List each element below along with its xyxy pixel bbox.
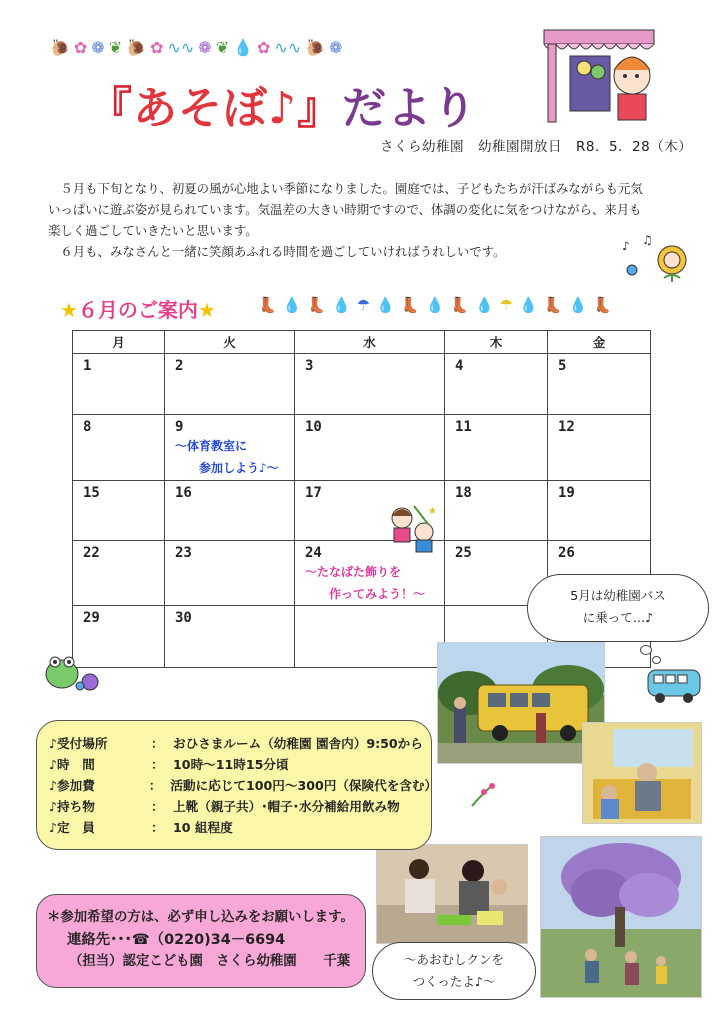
calendar-week-row bbox=[73, 415, 651, 481]
snail-icon: 🐌 bbox=[126, 37, 147, 57]
singing-flower-illustration bbox=[618, 234, 690, 282]
raindrop-icon: 💧 bbox=[474, 296, 494, 314]
info-colon: ： bbox=[151, 799, 164, 814]
info-value: 10時～11時15分頃 bbox=[173, 757, 289, 772]
wave-icon: ∿∿ bbox=[274, 37, 302, 57]
star-icon: ★ bbox=[197, 298, 216, 322]
calendar-day: 25 bbox=[445, 541, 548, 606]
calendar-day: 4 bbox=[445, 354, 548, 415]
info-row bbox=[49, 754, 431, 775]
star-icon: ★ bbox=[60, 298, 78, 322]
bus-illustration bbox=[646, 664, 704, 704]
info-row bbox=[49, 775, 438, 796]
event-tanabata-line2: 作ってみよう！～ bbox=[329, 587, 426, 601]
title-main: あそぼ♪ bbox=[133, 83, 298, 134]
title-bracket-open: 『 bbox=[88, 83, 133, 134]
wave-icon: ∿∿ bbox=[167, 37, 195, 57]
info-colon: ： bbox=[148, 778, 162, 793]
umbrella-icon: ☂ bbox=[356, 296, 371, 314]
info-row bbox=[49, 796, 431, 817]
event-info-box bbox=[36, 720, 438, 850]
calendar-day: 15 bbox=[73, 481, 165, 541]
calendar-day: 18 bbox=[445, 481, 548, 541]
contact-notice: ＊参加希望の方は、必ず申し込みをお願いします。 bbox=[47, 910, 354, 925]
calendar-day: 12 bbox=[548, 415, 651, 481]
speech-cloud-bus bbox=[527, 574, 709, 642]
rain-boot-icon: 👢 bbox=[258, 296, 277, 314]
calendar-day: 1 bbox=[73, 354, 165, 415]
leaf-icon: ❦ bbox=[108, 37, 123, 57]
info-colon: ： bbox=[151, 820, 164, 835]
rain-boot-icon: 👢 bbox=[593, 296, 612, 314]
info-key: 受付場所 bbox=[57, 736, 108, 751]
title-bracket-close: 』 bbox=[297, 83, 343, 134]
speech-cloud-craft bbox=[372, 942, 536, 1000]
umbrella-icon: ☂ bbox=[499, 296, 514, 314]
intro-line: 楽しく過ごしていきたいと思います。 bbox=[48, 223, 258, 238]
info-row bbox=[49, 733, 431, 754]
kids-tanabata-illustration bbox=[384, 502, 440, 554]
cloud-text: 5月は幼稚園バス bbox=[570, 588, 666, 603]
contact-person: （担当）認定こども園 さくら幼稚園 千葉 bbox=[69, 954, 351, 969]
calendar-day: 26 bbox=[548, 541, 651, 606]
music-note-icon: ♪ bbox=[49, 757, 58, 772]
snail-icon: 🐌 bbox=[50, 37, 70, 57]
section-title-text: ６月のご案内 bbox=[77, 298, 198, 322]
leaf-icon: ❦ bbox=[215, 37, 230, 57]
raindrop-icon: 💧 bbox=[568, 296, 588, 314]
calendar-day: 10 bbox=[295, 415, 445, 481]
hydrangea-icon: ❁ bbox=[198, 37, 212, 57]
raindrop-icon: 💧 bbox=[282, 296, 302, 314]
calendar-day: 3 bbox=[295, 354, 445, 415]
info-value: 活動に応じて100円～300円（保険代を含む） bbox=[170, 778, 438, 793]
info-key: 時 間 bbox=[57, 757, 95, 772]
cloud-text: ～あおむしクンを bbox=[403, 952, 504, 967]
event-tanabata: ～たなばた飾りを bbox=[305, 565, 402, 579]
info-row bbox=[49, 817, 431, 838]
weekday-header: 火 bbox=[165, 331, 295, 354]
info-colon: ： bbox=[151, 757, 164, 772]
music-note-icon: ♪ bbox=[49, 736, 58, 751]
rain-boot-icon: 👢 bbox=[307, 296, 327, 314]
rain-boot-icon: 👢 bbox=[543, 296, 563, 314]
hydrangea-icon: ❁ bbox=[329, 37, 343, 57]
frog-illustration bbox=[40, 646, 106, 696]
info-value: おひさまルーム（幼稚園 園舎内）9:50から bbox=[173, 736, 423, 751]
title-suffix: だより bbox=[342, 83, 478, 134]
info-colon: ： bbox=[151, 736, 164, 751]
event-gym-class: ～体育教室に bbox=[175, 439, 248, 453]
raindrop-icon: 💧 bbox=[519, 296, 538, 314]
puppet-show-illustration bbox=[540, 26, 662, 128]
raindrop-icon: 💧 bbox=[376, 296, 395, 314]
calendar-header-row bbox=[73, 331, 651, 354]
contact-box bbox=[36, 894, 366, 988]
flower-sprig-icon bbox=[468, 780, 498, 808]
raindrop-icon: 💧 bbox=[233, 37, 254, 57]
snail-icon: 🐌 bbox=[305, 37, 326, 57]
calendar-week-row bbox=[73, 354, 651, 415]
music-note-icon: ♪ bbox=[49, 820, 58, 835]
calendar-day: 23 bbox=[165, 541, 295, 606]
day-number: 9 bbox=[175, 419, 184, 435]
photo-caterpillar-craft bbox=[376, 844, 528, 944]
calendar-day: 22 bbox=[73, 541, 165, 606]
calendar-day: 2 bbox=[165, 354, 295, 415]
calendar-day: 11 bbox=[445, 415, 548, 481]
calendar-week-row bbox=[73, 481, 651, 541]
section-title bbox=[60, 294, 216, 323]
calendar-day bbox=[295, 606, 445, 668]
calendar-day: 5 bbox=[548, 354, 651, 415]
photo-inside-bus bbox=[582, 722, 702, 824]
flower-icon: ✿ bbox=[150, 37, 164, 57]
photo-bus-outing bbox=[437, 642, 605, 764]
svg-text:♪: ♪ bbox=[622, 239, 630, 253]
date-line: さくら幼稚園 幼稚園開放日 R8．5．28（木） bbox=[380, 139, 693, 155]
weekday-header: 水 bbox=[295, 331, 445, 354]
cloud-text: に乗って…♪ bbox=[582, 610, 654, 625]
calendar-day: 8 bbox=[73, 415, 165, 481]
intro-line: ６月も、みなさんと一緒に笑顔あふれる時間を過ごしていければうれしいです。 bbox=[48, 244, 506, 259]
calendar-day: 16 bbox=[165, 481, 295, 541]
day-number: 24 bbox=[305, 545, 322, 561]
raindrop-icon: 💧 bbox=[425, 296, 445, 314]
svg-text:★: ★ bbox=[428, 506, 437, 517]
svg-text:♫: ♫ bbox=[642, 234, 653, 247]
newsletter-title bbox=[88, 72, 477, 136]
hydrangea-icon: ❁ bbox=[91, 37, 105, 57]
raindrop-icon: 💧 bbox=[332, 296, 351, 314]
photo-wisteria-tree bbox=[540, 836, 702, 998]
weekday-header: 木 bbox=[445, 331, 548, 354]
event-gym-class-line2: 参加しよう♪～ bbox=[199, 461, 279, 475]
intro-line: いっぱいに遊ぶ姿が見られています。気温差の大きい時期ですので、体調の変化に気をつけながら、来月も bbox=[48, 202, 642, 217]
info-key: 参加費 bbox=[57, 778, 95, 793]
music-note-icon: ♪ bbox=[49, 778, 58, 793]
calendar-day: 30 bbox=[165, 606, 295, 668]
calendar-day-event bbox=[165, 415, 295, 481]
calendar-day: 17 bbox=[295, 481, 445, 541]
music-note-icon: ♪ bbox=[49, 799, 58, 814]
calendar-day: 19 bbox=[548, 481, 651, 541]
info-key: 持ち物 bbox=[57, 799, 95, 814]
flower-icon: ✿ bbox=[73, 37, 88, 57]
rain-decoration bbox=[258, 296, 612, 314]
flower-icon: ✿ bbox=[257, 37, 271, 57]
header-decoration bbox=[50, 34, 490, 60]
info-value: 上靴（親子共）･帽子･水分補給用飲み物 bbox=[173, 799, 400, 814]
weekday-header: 金 bbox=[548, 331, 651, 354]
rain-boot-icon: 👢 bbox=[400, 296, 420, 314]
rain-boot-icon: 👢 bbox=[450, 296, 469, 314]
thought-bubble bbox=[652, 656, 661, 664]
thought-bubble bbox=[640, 645, 652, 655]
cloud-text: つくったよ♪～ bbox=[412, 974, 496, 989]
info-value: 10 組程度 bbox=[173, 820, 233, 835]
weekday-header: 月 bbox=[73, 331, 165, 354]
intro-line: ５月も下旬となり、初夏の風が心地よい季節になりました。園庭では、子どもたちが汗ばみながらも元気 bbox=[48, 181, 643, 196]
intro-text bbox=[48, 178, 668, 262]
contact-phone: 連絡先･･･☎（0220)34－6694 bbox=[67, 932, 286, 948]
calendar-day: 29 bbox=[73, 606, 165, 668]
info-key: 定 員 bbox=[57, 820, 95, 835]
